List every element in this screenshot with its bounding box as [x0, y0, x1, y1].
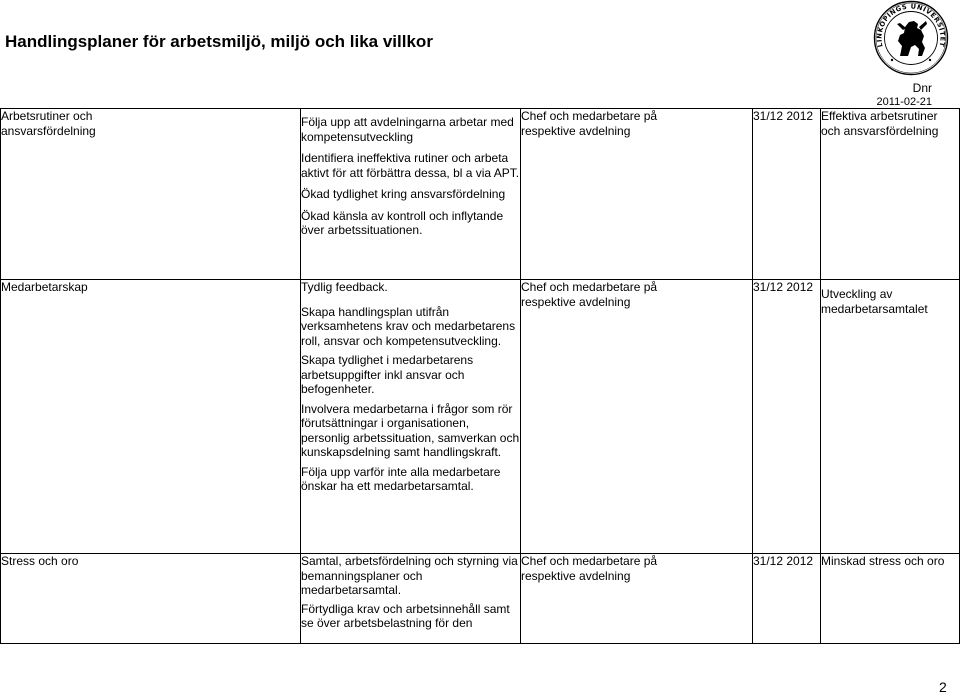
page-number: 2: [939, 679, 947, 695]
table-row: [1, 109, 960, 280]
outcome-cell: [821, 280, 960, 554]
action-item: Följa upp att avdelningarna arbetar med kompetensutveckling: [301, 115, 514, 144]
area-label: Stress och oro: [1, 554, 79, 568]
action-plan-table: [0, 108, 960, 644]
deadline-cell: [753, 280, 821, 554]
responsible-cell: [521, 280, 753, 554]
deadline-label: 31/12 2012: [753, 554, 814, 568]
deadline-cell: [753, 554, 821, 644]
outcome-label: Minskad stress och oro: [821, 554, 945, 568]
document-reference: [877, 81, 932, 109]
actions-cell: [301, 554, 521, 644]
action-item: Involvera medarbetarna i frågor som rör förutsättningar i organisationen, personlig arbetssituation, samverkan och kunskapsdelning samt handlingskraft.: [301, 401, 520, 459]
action-item: Följa upp varför inte alla medarbetare önskar ha ett medarbetarsamtal.: [301, 464, 501, 493]
outcome-cell: [821, 554, 960, 644]
table-row: [1, 280, 960, 554]
area-label: Medarbetarskap: [1, 280, 88, 294]
responsible-cell: [521, 109, 753, 280]
seal-star-left-icon: [891, 59, 893, 61]
action-item: Skapa tydlighet i medarbetarens arbetsuppgifter inkl ansvar och befogenheter.: [301, 353, 474, 396]
action-item: Ökad känsla av kontroll och inflytande över arbetssituationen.: [301, 208, 504, 237]
university-seal-logo: [873, 0, 949, 76]
responsible-label: Chef och medarbetare på respektive avdelning: [521, 109, 658, 138]
responsible-label: Chef och medarbetare på respektive avdelning: [521, 554, 658, 583]
actions-cell: [301, 280, 521, 554]
responsible-label: Chef och medarbetare på respektive avdelning: [521, 280, 658, 309]
dnr-label: Dnr: [912, 81, 932, 95]
seal-text-path: LINKÖPINGS UNIVERSITET: [875, 2, 947, 48]
action-item: Tydlig feedback.: [301, 280, 388, 294]
action-item: Förtydliga krav och arbetsinnehåll samt se över arbetsbelastning för den: [301, 601, 510, 630]
deadline-label: 31/12 2012: [753, 280, 814, 294]
action-item: Skapa handlingsplan utifrån verksamhetens krav och medarbetarens roll, ansvar och kompetensutveckling.: [301, 304, 516, 348]
deadline-cell: [753, 109, 821, 280]
deadline-label: 31/12 2012: [753, 109, 814, 123]
responsible-cell: [521, 554, 753, 644]
seal-emblem-icon: [897, 21, 927, 56]
outcome-label: Effektiva arbetsrutiner och ansvarsfördelning: [821, 109, 939, 138]
area-cell: [1, 109, 301, 280]
area-cell: [1, 280, 301, 554]
action-item: Ökad tydlighet kring ansvarsfördelning: [301, 187, 506, 201]
area-label: Arbetsrutiner och ansvarsfördelning: [1, 109, 96, 138]
action-item: Samtal, arbetsfördelning och styrning via bemanningsplaner och medarbetarsamtal.: [301, 554, 518, 597]
seal-star-right-icon: [929, 59, 931, 61]
document-title: Handlingsplaner för arbetsmiljö, miljö och lika villkor: [5, 32, 433, 51]
document-date: 2011-02-21: [876, 96, 932, 108]
outcome-cell: [821, 109, 960, 280]
actions-cell: [301, 109, 521, 280]
area-cell: [1, 554, 301, 644]
outcome-label: Utveckling av medarbetarsamtalet: [821, 287, 928, 316]
action-item: Identifiera ineffektiva rutiner och arbeta aktivt för att förbättra dessa, bl a via APT.: [301, 151, 520, 180]
table-row: [1, 554, 960, 644]
